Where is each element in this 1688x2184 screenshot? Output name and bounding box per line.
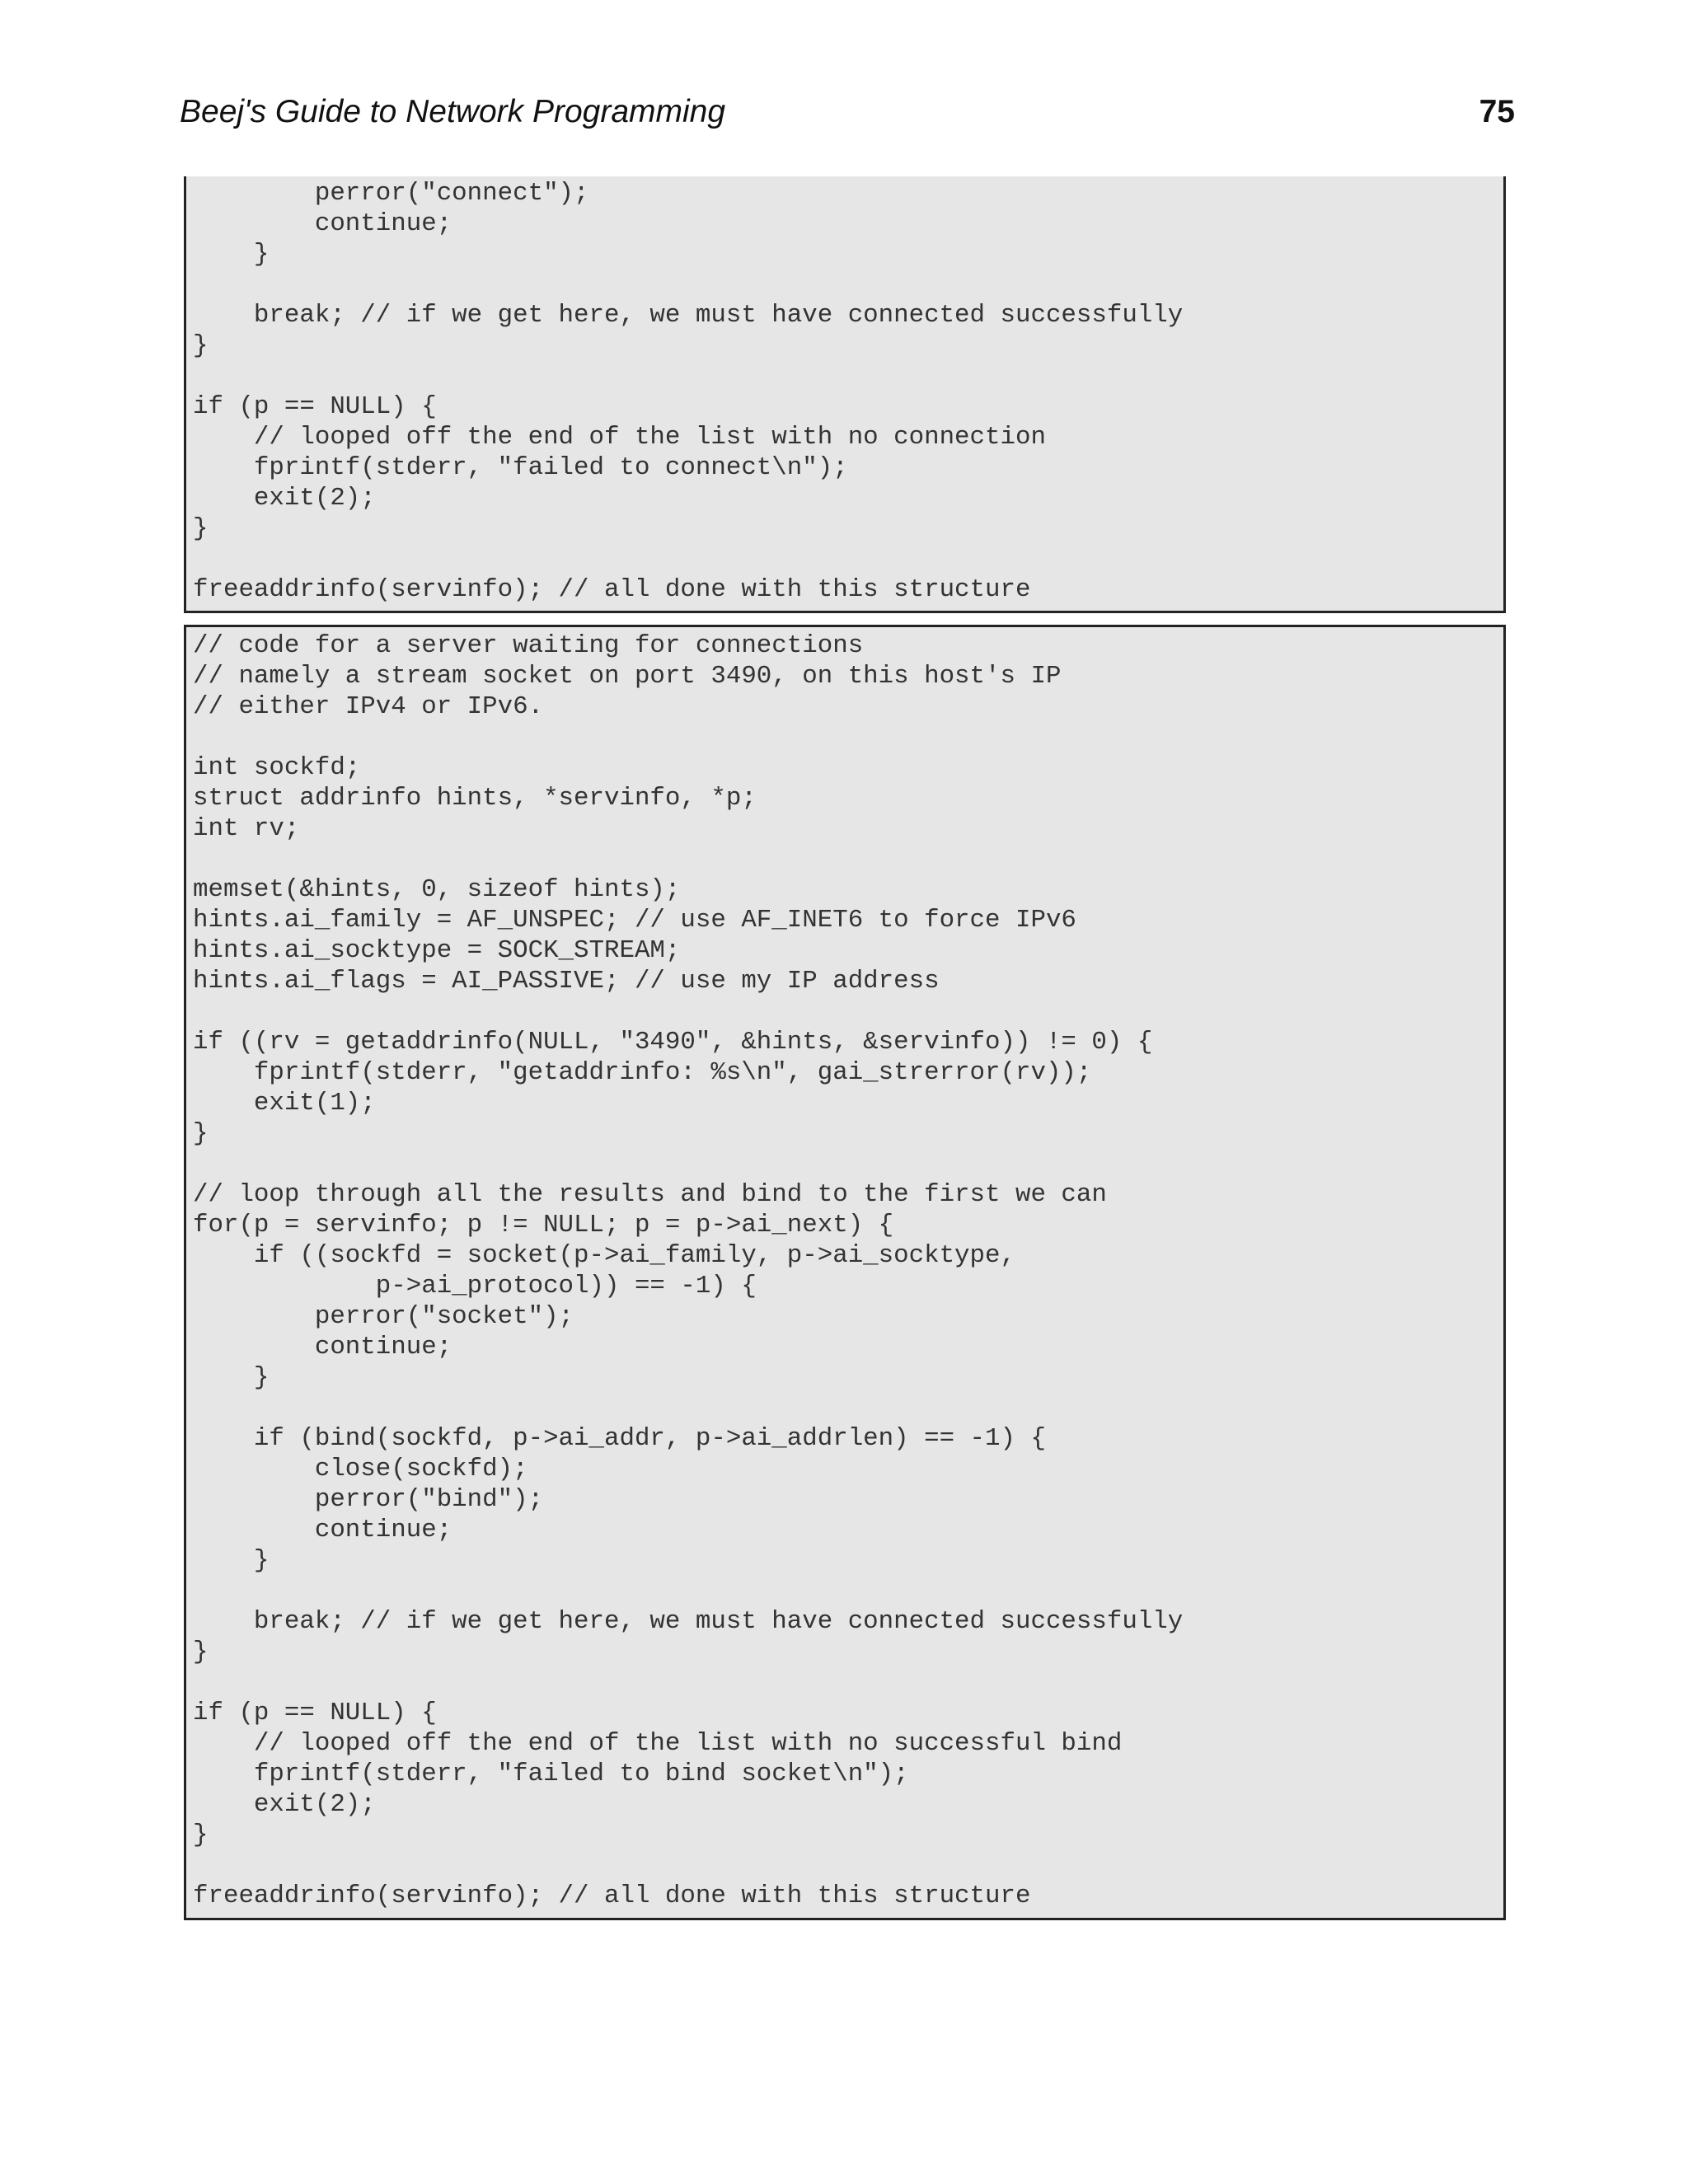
code-block-server-bind xyxy=(184,625,1506,1920)
book-title: Beej's Guide to Network Programming xyxy=(180,94,726,129)
page-number: 75 xyxy=(1479,94,1515,129)
code-listing: perror("connect"); continue; } break; // if we get here, we must have connected successfully } if (p == NULL) { // looped off the end of the list with no connection fprintf(stderr, "failed to connect\n"); exit(2); } freeaddrinfo(servinfo); // all done with this structure xyxy=(193,179,1184,604)
code-block-client-connect xyxy=(184,176,1506,613)
page-header xyxy=(180,89,1515,142)
code-listing: // code for a server waiting for connections // namely a stream socket on port 3490, on this host's IP // either IPv4 or IPv6. int sockfd; struct addrinfo hints, *servinfo, *p; int rv; memset(&hints, 0, sizeof hints); hints.ai_family = AF_UNSPEC; // use AF_INET6 to force IPv6 hints.ai_socktype = SOCK_STREAM; hints.ai_flags = AI_PASSIVE; // use my IP address if ((rv = getaddrinfo(NULL, "3490", &hints, &servinfo)) != 0) { fprintf(stderr, "getaddrinfo: %s\n", gai_strerror(rv)); exit(1); } // loop through all the results and bind to the first we can for(p = servinfo; p != NULL; p = p->ai_next) { if ((sockfd = socket(p->ai_family, p->ai_socktype, p->ai_protocol)) == -1) { perror("socket"); continue; } if (bind(sockfd, p->ai_addr, p->ai_addrlen) == -1) { close(sockfd); perror("bind"); continue; } break; // if we get here, we must have connected successfully } if (p == NULL) { // looped off the end of the list with no successful bind fprintf(stderr, "failed to bind socket\n"); exit(2); } freeaddrinfo(servinfo); // all done with this structure xyxy=(193,631,1184,1910)
